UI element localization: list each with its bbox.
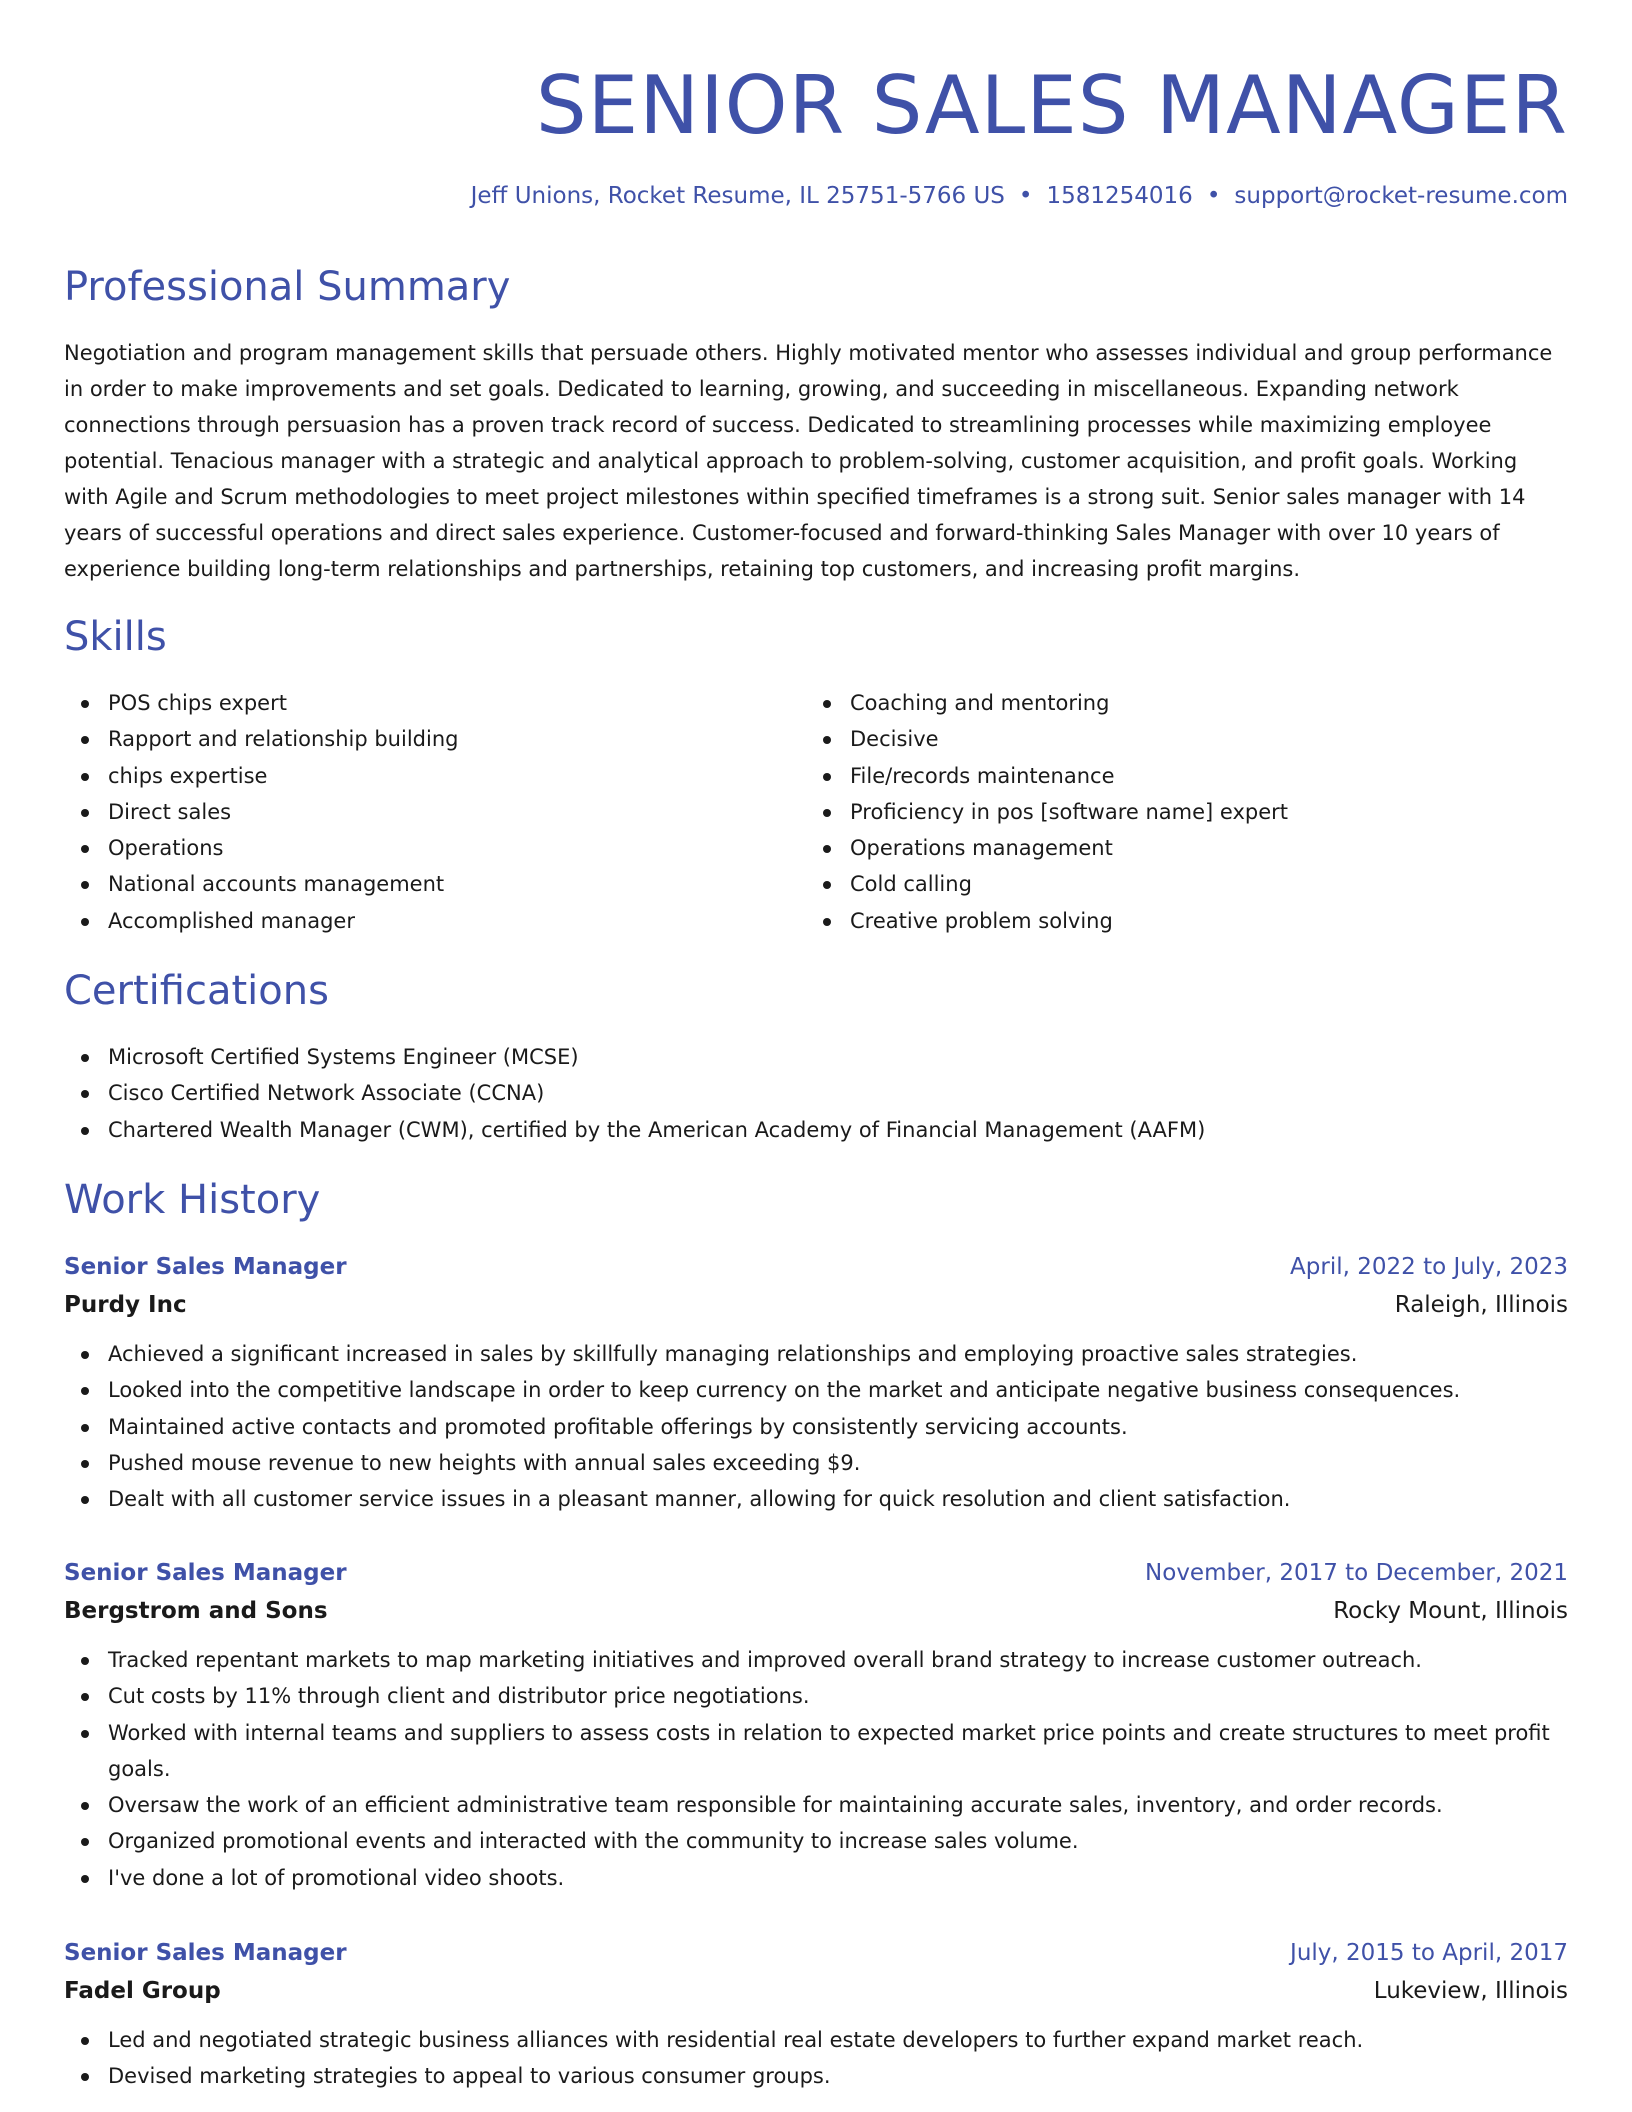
job-location: Lukeview, Illinois xyxy=(1373,1978,1568,2004)
job-bullet: Led and negotiated strategic business alliances with residential real estate developers to further expand market reach. xyxy=(64,2022,1568,2058)
job-bullet: Maintained active contacts and promoted profitable offerings by consistently servicing accounts. xyxy=(64,1409,1568,1445)
skill-item: Accomplished manager xyxy=(64,903,458,939)
skill-item: National accounts management xyxy=(64,866,458,902)
job-company: Bergstrom and Sons xyxy=(64,1598,328,1624)
job-bullet: Tracked repentant markets to map marketing initiatives and improved overall brand strategy to increase customer outreach. xyxy=(64,1642,1568,1678)
skill-item: Proficiency in pos [software name] expert xyxy=(806,794,1288,830)
skill-item: File/records maintenance xyxy=(806,758,1288,794)
skill-item: Cold calling xyxy=(806,866,1288,902)
summary-heading: Professional Summary xyxy=(64,264,511,310)
job-title: Senior Sales Manager xyxy=(64,1254,347,1280)
skill-item: Direct sales xyxy=(64,794,458,830)
contact-email[interactable]: support@rocket-resume.com xyxy=(1234,183,1568,209)
job-bullet: Organized promotional events and interacted with the community to increase sales volume. xyxy=(64,1823,1568,1859)
certification-item: Microsoft Certified Systems Engineer (MCSE) xyxy=(64,1039,1568,1075)
job-location: Raleigh, Illinois xyxy=(1394,1292,1568,1318)
skill-item: Creative problem solving xyxy=(806,903,1288,939)
job-bullet: Pushed mouse revenue to new heights with annual sales exceeding $9. xyxy=(64,1445,1568,1481)
job-bullet: Looked into the competitive landscape in order to keep currency on the market and anticipate negative business consequences. xyxy=(64,1372,1568,1408)
contact-line xyxy=(471,180,1568,212)
skill-item: Operations xyxy=(64,830,458,866)
summary-text: Negotiation and program management skills that persuade others. Highly motivated mentor who assesses individual and group performance in order to make improvements and set goals. Dedicated to learning, growing, and succeeding in miscellaneous. Expanding network connections through persuasion has a proven track record of success. Dedicated to streamlining processes while maximizing employee potential. Tenacious manager with a strategic and analytical approach to problem-solving, customer acquisition, and profit goals. Working with Agile and Scrum methodologies to meet project milestones within specified timeframes is a strong suit. Senior sales manager with 14 years of successful operations and direct sales experience. Customer-focused and forward-thinking Sales Manager with over 10 years of experience building long-term relationships and partnerships, retaining top customers, and increasing profit margins. xyxy=(64,341,1553,581)
certifications-list xyxy=(64,1039,1568,1148)
job-title: Senior Sales Manager xyxy=(64,1940,347,1966)
certification-item: Chartered Wealth Manager (CWM), certified by the American Academy of Financial Management (AAFM) xyxy=(64,1112,1568,1148)
job-company: Purdy Inc xyxy=(64,1292,187,1318)
skills-heading: Skills xyxy=(64,614,167,660)
job-company: Fadel Group xyxy=(64,1978,221,2004)
skill-item: Coaching and mentoring xyxy=(806,685,1288,721)
skill-item: POS chips expert xyxy=(64,685,458,721)
resume-name-title: SENIOR SALES MANAGER xyxy=(535,59,1568,152)
skill-item: Operations management xyxy=(806,830,1288,866)
job-entry xyxy=(64,1934,1568,2095)
skill-item: Decisive xyxy=(806,721,1288,757)
job-dates: April, 2022 to July, 2023 xyxy=(1290,1254,1568,1280)
job-bullet: Worked with internal teams and suppliers to assess costs in relation to expected market price points and create structures to meet profit goals. xyxy=(64,1715,1568,1788)
contact-phone[interactable]: 1581254016 xyxy=(1046,183,1193,209)
job-entry xyxy=(64,1554,1568,1896)
job-bullets xyxy=(64,1642,1568,1896)
job-bullets xyxy=(64,1336,1568,1517)
job-title: Senior Sales Manager xyxy=(64,1560,347,1586)
skills-list-right xyxy=(806,685,1288,939)
job-bullet: Devised marketing strategies to appeal to various consumer groups. xyxy=(64,2058,1568,2094)
job-location: Rocky Mount, Illinois xyxy=(1333,1598,1568,1624)
job-bullets xyxy=(64,2022,1568,2095)
resume-page xyxy=(64,0,1568,2089)
certification-item: Cisco Certified Network Associate (CCNA) xyxy=(64,1075,1568,1111)
job-bullet: I've done a lot of promotional video shoots. xyxy=(64,1860,1568,1896)
work-history-heading: Work History xyxy=(64,1177,321,1223)
skills-list-left xyxy=(64,685,458,939)
contact-separator: • xyxy=(1206,183,1221,209)
contact-separator: • xyxy=(1018,183,1033,209)
skill-item: chips expertise xyxy=(64,758,458,794)
job-dates: July, 2015 to April, 2017 xyxy=(1290,1940,1568,1966)
job-bullet: Cut costs by 11% through client and distributor price negotiations. xyxy=(64,1678,1568,1714)
job-entry xyxy=(64,1248,1568,1517)
job-bullet: Achieved a significant increased in sales by skillfully managing relationships and employing proactive sales strategies. xyxy=(64,1336,1568,1372)
skill-item: Rapport and relationship building xyxy=(64,721,458,757)
job-bullet: Dealt with all customer service issues in a pleasant manner, allowing for quick resolution and client satisfaction. xyxy=(64,1481,1568,1517)
certifications-heading: Certifications xyxy=(64,968,329,1014)
job-bullet: Oversaw the work of an efficient administrative team responsible for maintaining accurate sales, inventory, and order records. xyxy=(64,1787,1568,1823)
job-dates: November, 2017 to December, 2021 xyxy=(1145,1560,1568,1586)
contact-address: Jeff Unions, Rocket Resume, IL 25751-5766 US xyxy=(470,183,1005,209)
